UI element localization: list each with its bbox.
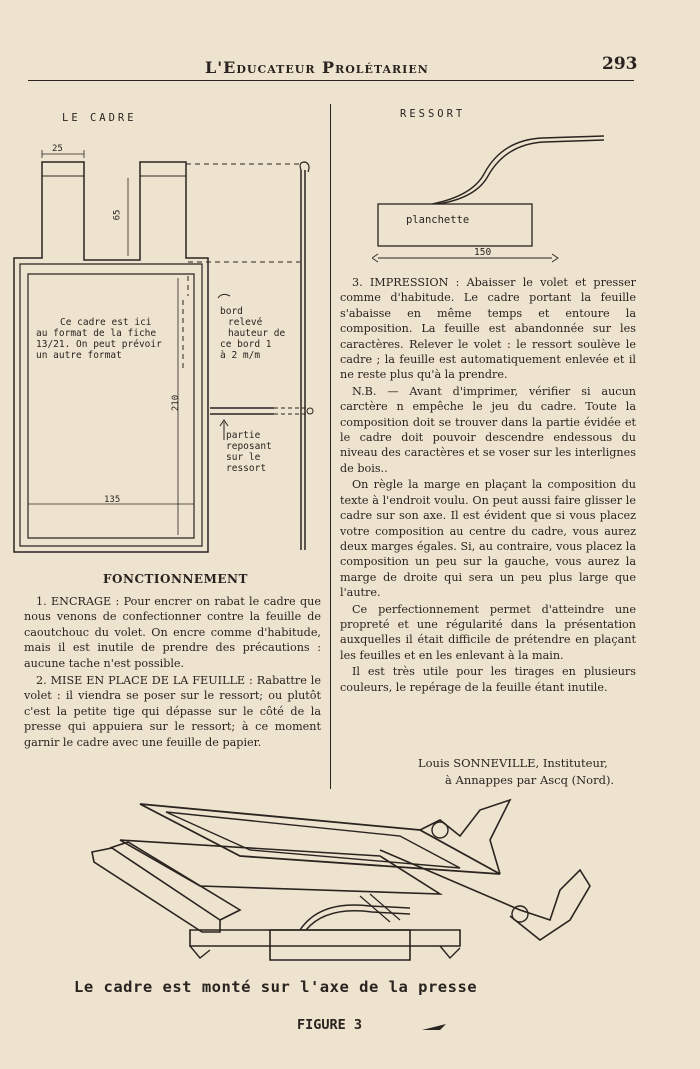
paragraph-impression: 3. IMPRESSION : Abaisser le volet et presser comme d'habitude. Le cadre portant la feuille s'abaisse en même temps et entoure la composition. La feuille est abandonnée sur les caractères. Relever le volet : le ressort soulève le cadre ; la feuille est automatiquement enlevée et il ne reste plus qu'à la prendre. <box>340 276 636 382</box>
dimension-150: 150 <box>474 247 492 258</box>
partie-note: partie reposant sur le ressort <box>226 430 272 474</box>
dimension-65: 65 <box>112 209 123 221</box>
dimension-25: 25 <box>52 144 63 154</box>
inner-note: Ce cadre est ici au format de la fiche 13/21. On peut prévoir un autre format <box>36 317 162 361</box>
header-rule <box>28 80 634 81</box>
paragraph-perfectionnement: Ce perfectionnement permet d'atteindre une propreté et une régularité dans la présentation auxquelles il était difficile de prétendre en plaçant les feuilles et en les enlevant à la main. <box>340 602 636 662</box>
right-column-text <box>340 275 636 695</box>
paragraph-marge: On règle la marge en plaçant la composition du texte à l'endroit voulu. On peut aussi faire glisser le cadre sur son axe. Il est évident que si vous placez votre composition au centre du cadre, vous aurez deux marges égales. Si, au contraire, vous placez la composition un peu sur la gauche, vous aurez la marge de droite qui sera un peu plus large que l'autre. <box>340 478 636 600</box>
bord-note: bord relevé hauteur de ce bord 1 à 2 m/m <box>220 306 286 361</box>
paragraph-tirages: Il est très utile pour les tirages en plusieurs couleurs, le repérage de la feuille étant inutile. <box>340 665 636 694</box>
ressort-diagram <box>372 126 612 266</box>
figure-label: FIGURE 3 <box>297 1017 363 1033</box>
column-divider <box>330 104 331 789</box>
signature-line-2: à Annappes par Ascq (Nord). <box>445 773 615 787</box>
press-illustration <box>80 790 640 970</box>
paragraph-encrage: 1. ENCRAGE : Pour encrer on rabat le cadre que nous venons de confectionner contre la feuille de caoutchouc du volet. On encre comme d'habitude, mais il est inutile de prendre des précautions : aucune tache n'est possible. <box>24 595 321 670</box>
figure-caption: Le cadre est monté sur l'axe de la presse <box>74 978 478 996</box>
paragraph-nb: N.B. — Avant d'imprimer, vérifier si aucun carctère n empêche le jeu du cadre. Toute la composition doit se trouver dans la partie évidée et le cadre doit pouvoir descendre endessous du niveau des caractères et se voser sur les interlignes de bois.. <box>340 384 636 475</box>
signature-line-1: Louis SONNEVILLE, Instituteur, <box>418 756 608 770</box>
section-heading: FONCTIONNEMENT <box>103 572 248 586</box>
planchette-label: planchette <box>406 214 470 226</box>
paragraph-mise-en-place: 2. MISE EN PLACE DE LA FEUILLE : Rabattre le volet : il viendra se poser sur le ressort; ou plutôt c'est la petite tige qui dépasse sur le côté de la presse qui appuiera sur le ressort; à ce moment garnir le cadre avec une feuille de papier. <box>24 674 321 749</box>
diagram-label-cadre: LE CADRE <box>62 112 137 124</box>
page-number: 293 <box>602 54 638 74</box>
left-column-text <box>24 594 321 750</box>
dimension-135: 135 <box>104 495 121 505</box>
diagram-label-ressort: RESSORT <box>400 108 466 120</box>
arrow-icon <box>420 1020 450 1034</box>
dimension-210: 210 <box>171 394 182 412</box>
running-title: L'Educateur Prolétarien <box>205 58 429 77</box>
